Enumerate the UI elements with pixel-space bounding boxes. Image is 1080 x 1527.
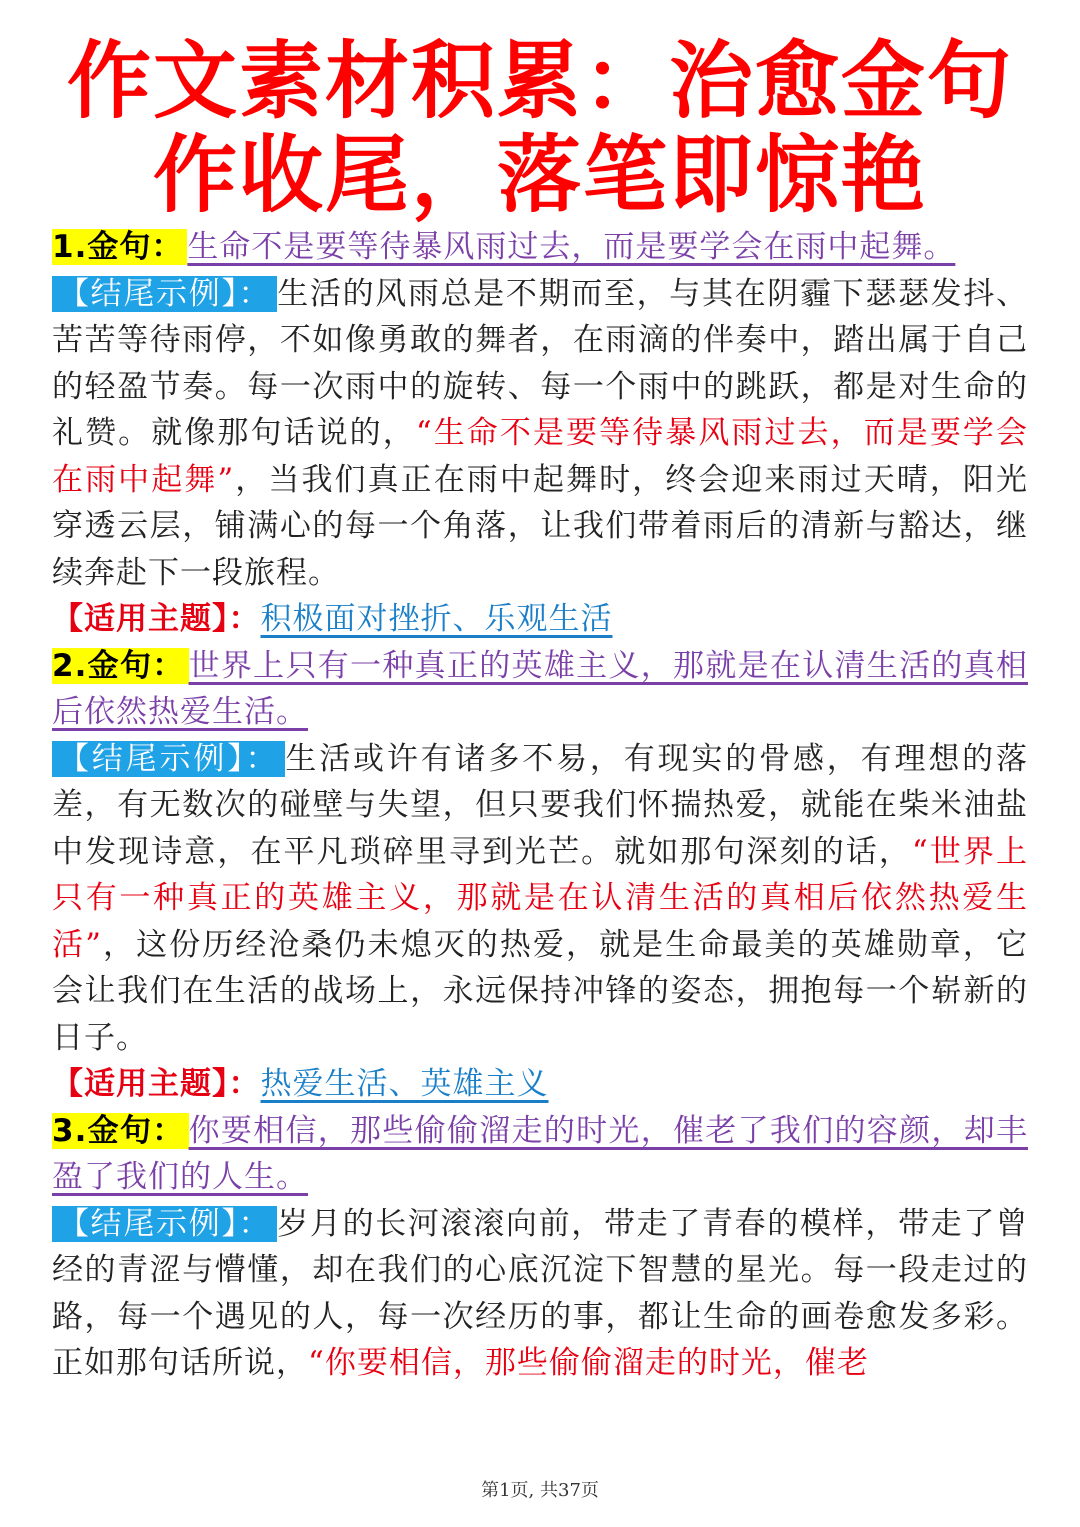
golden-quote-text: 你要相信，那些偷偷溜走的时光，催老了我们的容颜，却丰盈了我们的人生。 <box>52 1112 1028 1195</box>
ending-example-2 <box>52 736 1028 1062</box>
applicable-theme-label: 【适用主题】： <box>52 1066 261 1102</box>
ending-example-label: 【结尾示例】： <box>52 741 285 777</box>
golden-quote-2 <box>52 643 1028 736</box>
ending-example-text: 生活或许有诸多不易，有现实的骨感，有理想的落差，有无数次的碰壁与失望，但只要我们怀揣热爱，就能在柴米油盐中发现诗意，在平凡琐碎里寻到光芒。就如那句深刻的话， <box>52 740 1028 870</box>
ending-example-label: 【结尾示例】： <box>52 1206 277 1242</box>
ending-example-text-after: ，当我们真正在雨中起舞时，终会迎来雨过天晴，阳光穿透云层，铺满心的每一个角落，让我们带着雨后的清新与豁达，继续奔赴下一段旅程。 <box>52 461 1028 591</box>
golden-quote-label: 3.金句： <box>52 1113 189 1149</box>
page-number: 第1页, 共37页 <box>481 1480 599 1501</box>
golden-quote-3 <box>52 1108 1028 1201</box>
applicable-theme-text: 热爱生活、英雄主义 <box>260 1066 549 1102</box>
ending-example-text: 生活的风雨总是不期而至，与其在阴霾下瑟瑟发抖、苦苦等待雨停，不如像勇敢的舞者，在雨滴的伴奏中，踏出属于自己的轻盈节奏。每一次雨中的旋转、每一个雨中的跳跃，都是对生命的礼赞。就像那句话说的， <box>52 275 1029 451</box>
ending-example-1 <box>52 271 1028 597</box>
ending-example-3 <box>52 1201 1028 1387</box>
article-body <box>52 229 1029 1387</box>
ending-example-quote: “世界上只有一种真正的英雄主义，那就是在认清生活的真相后依然热爱生活” <box>52 833 1028 963</box>
golden-quote-text: 世界上只有一种真正的英雄主义，那就是在认清生活的真相后依然热爱生活。 <box>52 647 1028 730</box>
golden-quote-text: 生命不是要等待暴风雨过去，而是要学会在雨中起舞。 <box>187 229 956 265</box>
applicable-theme-1 <box>52 596 1028 643</box>
golden-quote-label: 2.金句： <box>52 648 189 684</box>
golden-quote-label: 1.金句： <box>52 229 187 265</box>
ending-example-quote: “生命不是要等待暴风雨过去，而是要学会在雨中起舞” <box>52 415 1028 498</box>
applicable-theme-label: 【适用主题】： <box>52 601 261 637</box>
ending-example-label: 【结尾示例】： <box>52 276 277 312</box>
golden-quote-1 <box>52 224 1028 271</box>
page-title-line2: 作收尾，落笔即惊艳 <box>152 126 927 224</box>
page-title-line1: 作文素材积累：治愈金句 <box>66 32 1013 130</box>
ending-example-text-after: ，这份历经沧桑仍未熄灭的热爱，就是生命最美的英雄勋章，它会让我们在生活的战场上，永远保持冲锋的姿态，拥抱每一个崭新的日子。 <box>52 926 1028 1056</box>
ending-example-quote: “你要相信，那些偷偷溜走的时光，催老 <box>308 1345 869 1381</box>
ending-example-text: 岁月的长河滚滚向前，带走了青春的模样，带走了曾经的青涩与懵懂，却在我们的心底沉淀下智慧的星光。每一段走过的路，每一个遇见的人，每一次经历的事，都让生命的画卷愈发多彩。正如那句话所说， <box>52 1205 1029 1381</box>
applicable-theme-2 <box>52 1061 1028 1108</box>
applicable-theme-text: 积极面对挫折、乐观生活 <box>260 601 613 637</box>
